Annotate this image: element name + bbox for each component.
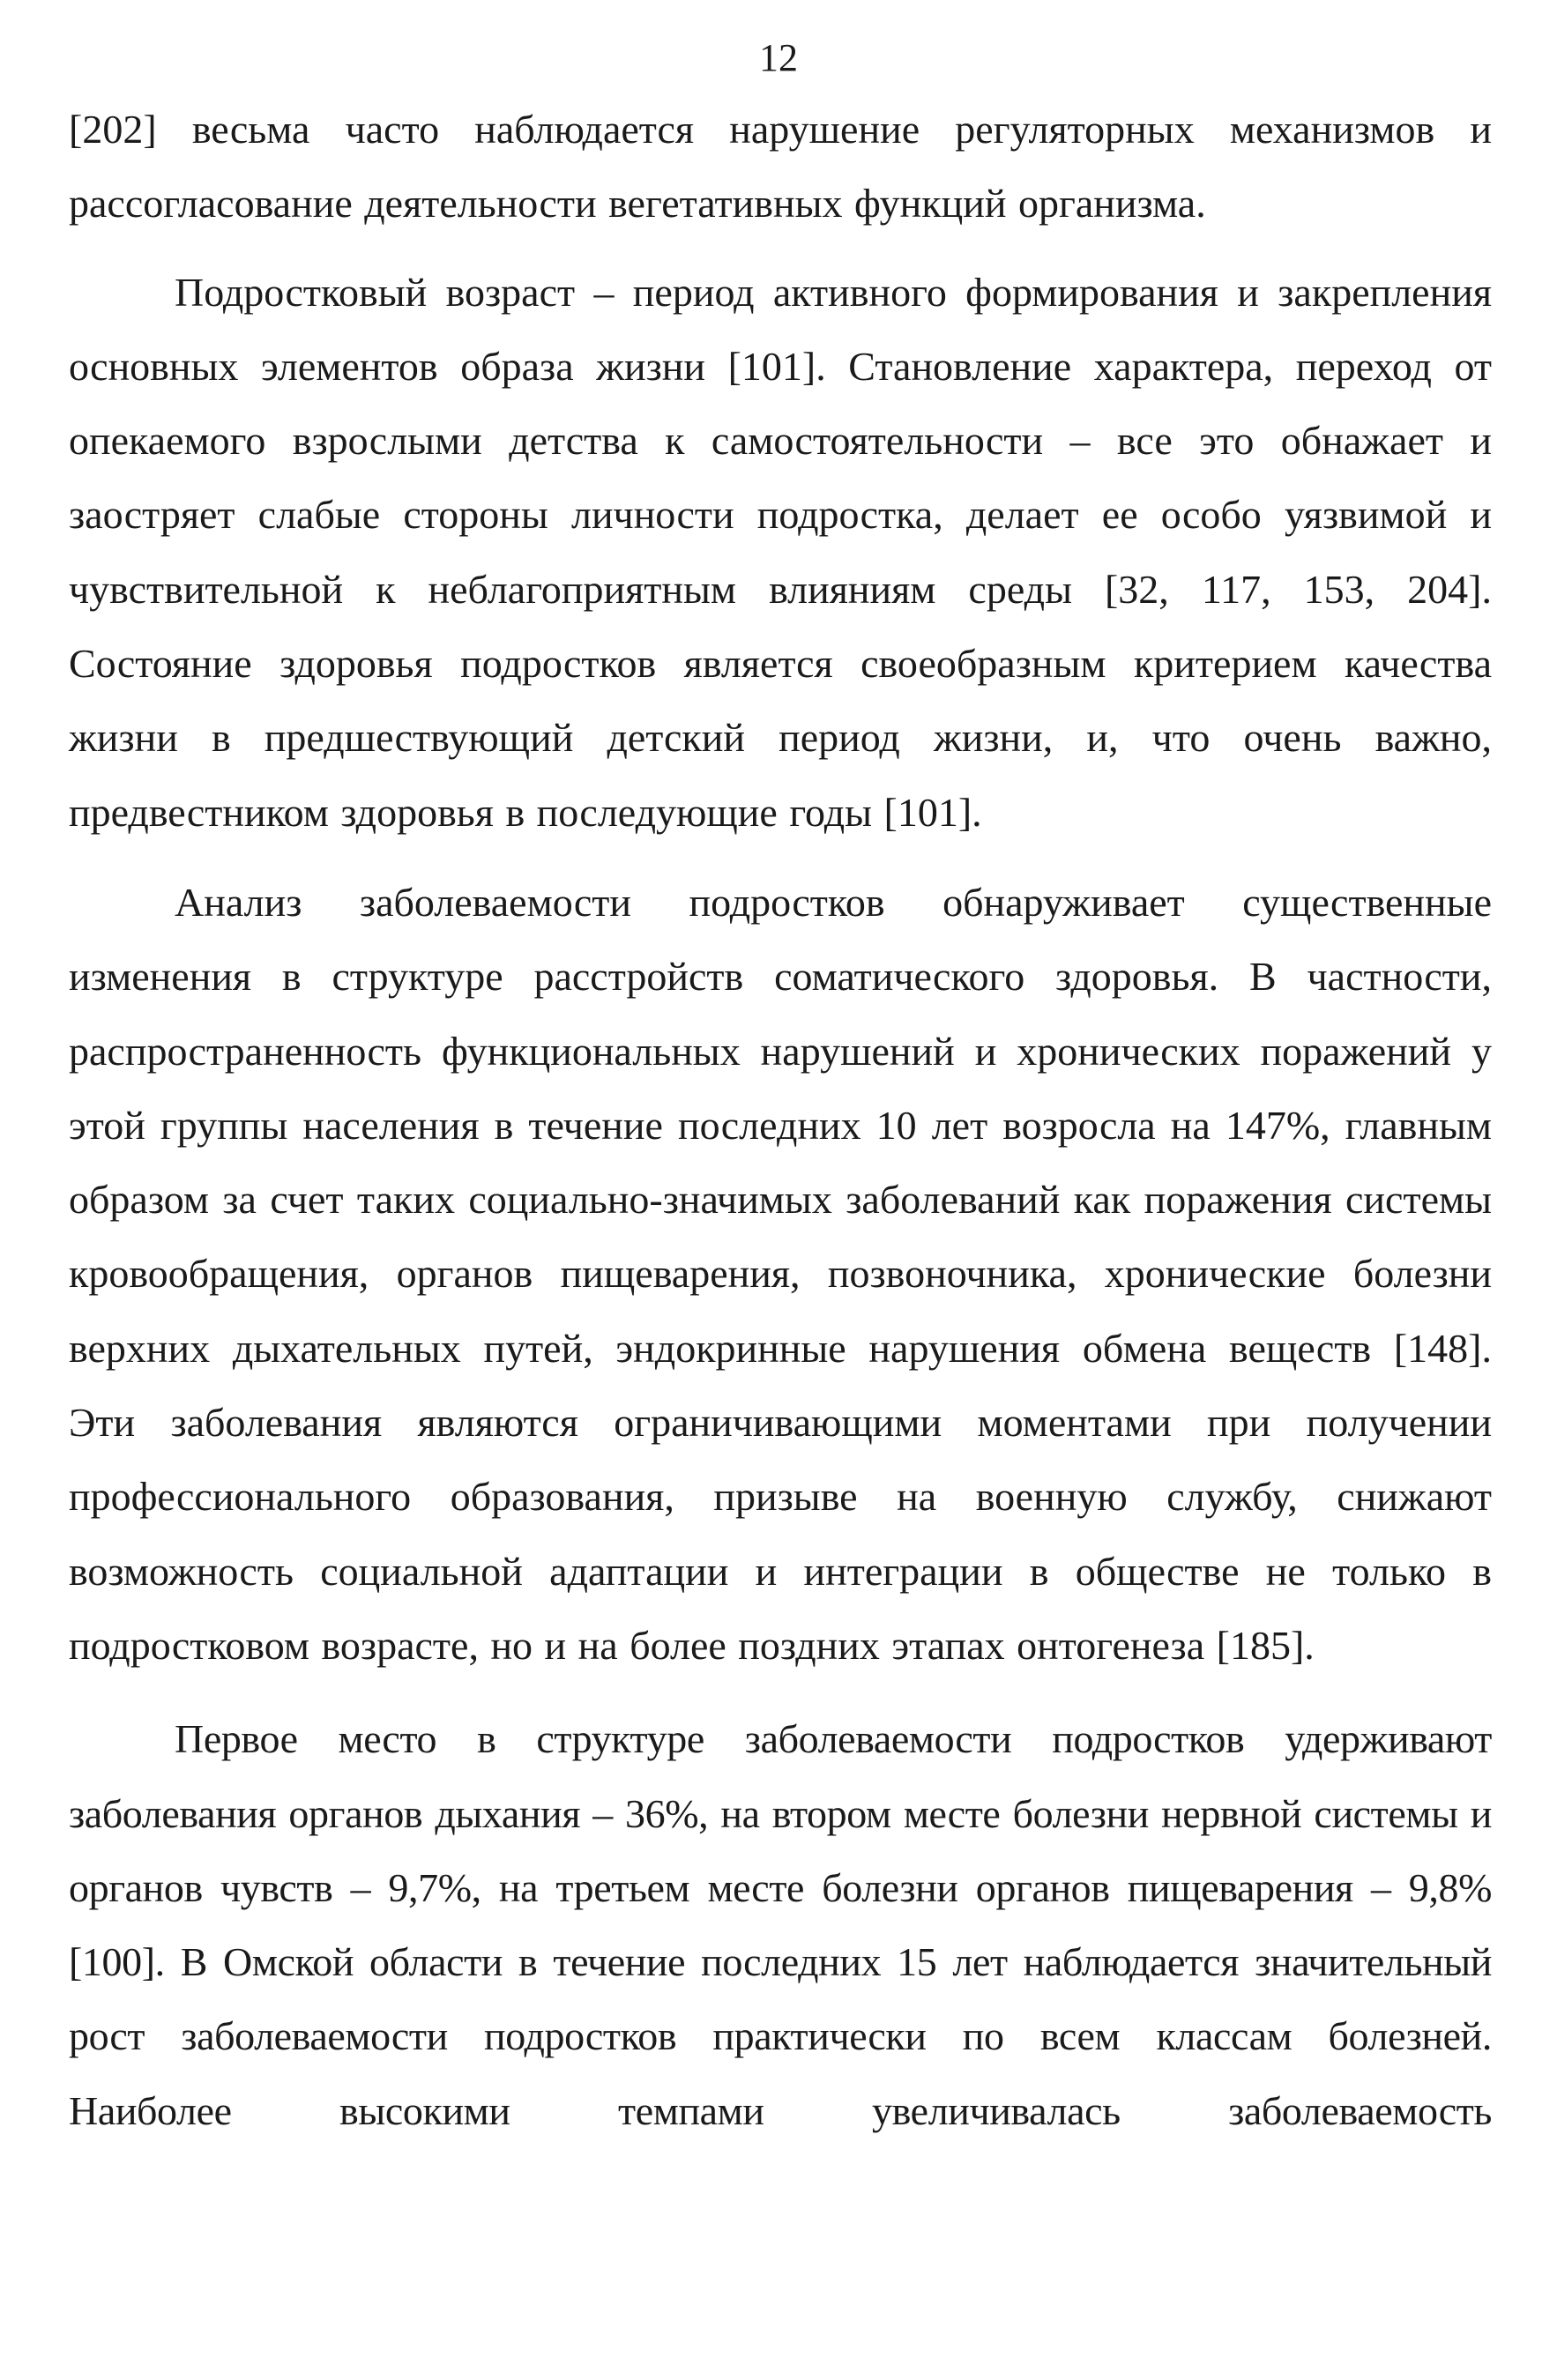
page-number: 12 [759,36,798,79]
paragraph-continuation: [202] весьма часто наблюдается нарушение регуляторных механизмов и рассогласование деятельности вегетативных функций организма. [69,107,1492,227]
paragraph-adolescent-age: Подростковый возраст – период активного формирования и закрепления основных элементов образа жизни [101]. Становление характера, переход от опекаемого взрослыми детства к самостоятельности – все это обнажает и заостряет слабые стороны личности подростка, делает ее особо уязвимой и чувствительной к неблагоприятным влияниям среды [32, 117, 153, 204]. Состояние здоровья подростков является своеобразным критерием качества жизни в предшествующий детский период жизни, и, что очень важно, предвестником здоровья в последующие годы [101]. [69,269,1492,835]
paragraph-morbidity-analysis: Анализ заболеваемости подростков обнаруживает существенные изменения в структуре расстройств соматического здоровья. В частности, распространенность функциональных нарушений и хронических поражений у этой группы населения в течение последних 10 лет возросла на 147%, главным образом за счет таких социально-значимых заболеваний как поражения системы кровообращения, органов пищеварения, позвоночника, хронические болезни верхних дыхательных путей, эндокринные нарушения обмена веществ [148]. Эти заболевания являются ограничивающими моментами при получении профессионального образования, призыве на военную службу, снижают возможность социальной адаптации и интеграции в обществе не только в подростковом возрасте, но и на более поздних этапах онтогенеза [185]. [69,879,1492,1668]
body-text [69,93,1492,2148]
paragraph-morbidity-structure: Первое место в структуре заболеваемости подростков удерживают заболевания органов дыхания – 36%, на втором месте болезни нервной системы и органов чувств – 9,7%, на третьем месте болезни органов пищеварения – 9,8% [100]. В Омской области в течение последних 15 лет наблюдается значительный рост заболеваемости подростков практически по всем классам болезней. Наиболее высокими темпами увеличивалась заболеваемость [69,1716,1492,2133]
